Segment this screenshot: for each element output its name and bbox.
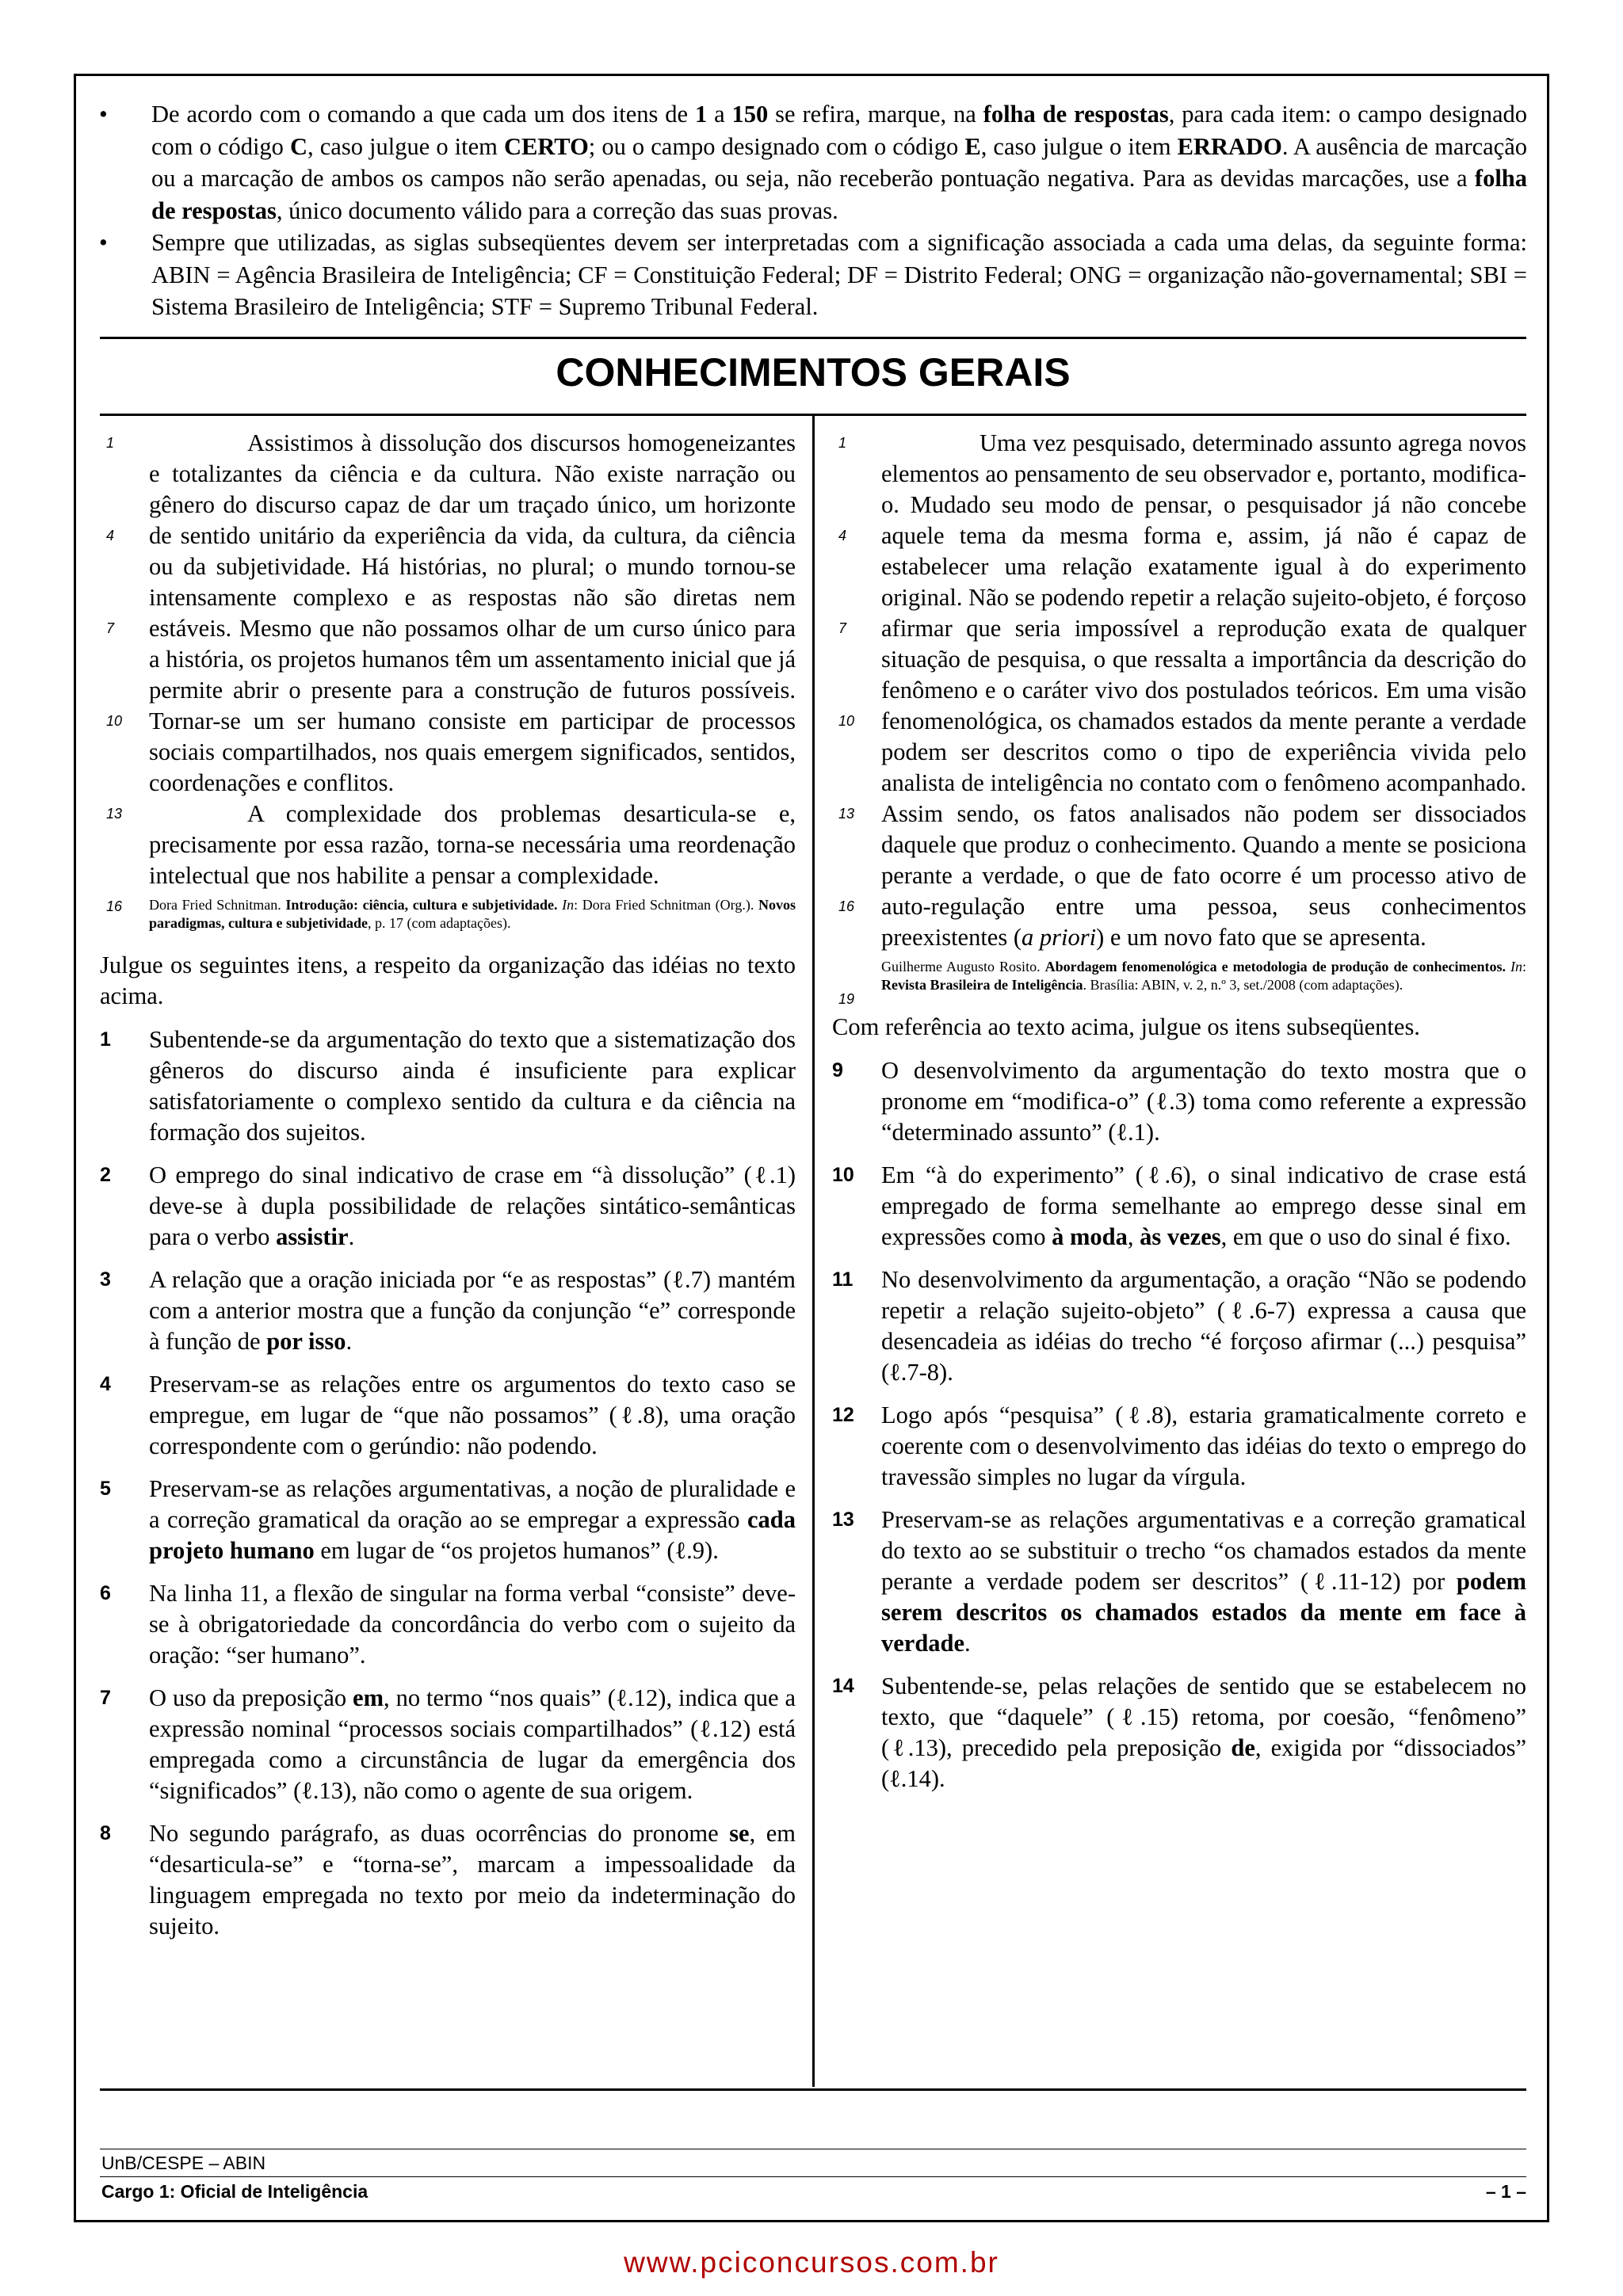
question-item: 5 Preservam-se as relações argumentativas, a noção de pluralidade e a correção gramatical da oração ao se empregar a expressão cada projeto humano em lugar de “os projetos humanos” (ℓ.9). xyxy=(100,1475,796,1564)
line-number: 16 xyxy=(106,898,123,914)
left-column xyxy=(100,428,796,1954)
text-1-paragraph-1: Assistimos à dissolução dos discursos homogeneizantes e totalizantes da ciência e da cultura. Não existe narração ou gênero do discurso capaz de dar um traçado único, um horizonte de sentido unitário da experiência da vida, da cultura, da ciência ou da subjetividade. Há histórias, no plural; o mundo tornou-se intensamente complexo e as respostas não são diretas nem estáveis. Mesmo que não possamos olhar de um curso único para a história, os projetos humanos têm um assentamento inicial que já permite abrir o presente para a construção de futuros possíveis. Tornar-se um ser humano consiste em participar de processos sociais compartilhados, nos quais emergem significados, sentidos, coordenações e conflitos. xyxy=(149,429,796,796)
question-item: 8 No segundo parágrafo, as duas ocorrências do pronome se, em “desarticula-se” e “torna-se”, marcam a impessoalidade da linguagem empregada no texto por meio da indeterminação do sujeito. xyxy=(100,1820,796,1939)
text-1-source: Dora Fried Schnitman. Introdução: ciência, cultura e subjetividade. In: Dora Fried Schnitman (Org.). Novos paradigmas, cultura e subjetividade, p. 17 (com adaptações). xyxy=(149,897,796,931)
text-2-source: Guilherme Augusto Rosito. Abordagem fenomenológica e metodologia de produção de conhecimentos. In: Revista Brasileira de Inteligência. Brasília: ABIN, v. 2, n.º 3, set./2008 (com adaptações). xyxy=(881,959,1527,993)
line-number: 13 xyxy=(838,806,855,822)
line-number: 1 xyxy=(106,435,115,451)
question-item: 12 Logo após “pesquisa” (ℓ.8), estaria gramaticalmente correto e coerente com o desenvolvimento das idéias do texto o emprego do travessão simples no lugar da vírgula. xyxy=(832,1402,1526,1490)
website-link[interactable]: www.pciconcursos.com.br xyxy=(624,2246,999,2279)
line-number: 7 xyxy=(106,620,115,636)
question-item: 13 Preservam-se as relações argumentativas e a correção gramatical do texto ao se substituir o trecho “os chamados estados da mente perante a verdade podem ser descritos” (ℓ.11-12) por podem serem descritos os chamados estados da mente em face à verdade. xyxy=(832,1506,1526,1657)
question-item: 9 O desenvolvimento da argumentação do texto mostra que o pronome em “modifica-o” (ℓ.3) toma como referente a expressão “determinado assunto” (ℓ.1). xyxy=(832,1057,1526,1146)
line-number: 7 xyxy=(838,620,847,636)
question-item: 3 A relação que a oração iniciada por “e as respostas” (ℓ.7) mantém com a anterior mostra que a função da conjunção “e” corresponde à função de por isso. xyxy=(100,1266,796,1355)
text-1-prompt: Julgue os seguintes itens, a respeito da organização das idéias no texto acima. xyxy=(100,952,796,1009)
question-item: 1 Subentende-se da argumentação do texto que a sistematização dos gêneros do discurso ainda é insuficiente para explicar satisfatoriamente o complexo sentido da cultura e da ciência na formação dos sujeitos. xyxy=(100,1026,796,1146)
right-column xyxy=(832,428,1526,1806)
line-number: 4 xyxy=(106,528,115,543)
column-divider xyxy=(812,415,815,2087)
question-item: 10 Em “à do experimento” (ℓ.6), o sinal indicativo de crase está empregado de forma semelhante ao emprego desse sinal em expressões como à moda, às vezes, em que o uso do sinal é fixo. xyxy=(832,1161,1526,1250)
question-item: 14 Subentende-se, pelas relações de sentido que se estabelecem no texto, que “daquele” (ℓ.15) retoma, por coesão, “fenômeno” (ℓ.13), precedido pela preposição de, exigida por “dissociados” (ℓ.14). xyxy=(832,1672,1527,1792)
footer-divider xyxy=(100,2176,1526,2177)
line-number: 10 xyxy=(106,713,123,729)
question-item: 2 O emprego do sinal indicativo de crase em “à dissolução” (ℓ.1) deve-se à dupla possibilidade de relações sintático-semânticas para o verbo assistir. xyxy=(100,1161,796,1250)
question-item: 6 Na linha 11, a flexão de singular na forma verbal “consiste” deve-se à obrigatoriedade da concordância do verbo com o sujeito da oração: “ser humano”. xyxy=(100,1580,796,1669)
line-number: 10 xyxy=(838,713,855,729)
footer-cargo: Cargo 1: Oficial de Inteligência xyxy=(101,2181,369,2202)
instruction-item-1: • De acordo com o comando a que cada um dos itens de 1 a 150 se refira, marque, na folha de respostas, para cada item: o campo designado com o código C, caso julgue o item CERTO; ou o campo designado com o código E, caso julgue o item ERRADO. A ausência de marcação ou a marcação de ambos os campos não serão apenadas, ou seja, não receberão pontuação negativa. Para as devidas marcações, use a folha de respostas, único documento válido para a correção das suas provas. xyxy=(91,98,1527,227)
footer-org: UnB/CESPE – ABIN xyxy=(101,2153,266,2173)
question-item: 11 No desenvolvimento da argumentação, a oração “Não se podendo repetir a relação sujeito-objeto” (ℓ.6-7) expressa a causa que desencadeia as idéias do trecho “é forçoso afirmar (...) pesquisa” (ℓ.7-8). xyxy=(832,1266,1526,1386)
line-number: 16 xyxy=(838,898,855,914)
text-2-paragraph: Uma vez pesquisado, determinado assunto agrega novos elementos ao pensamento de seu observador e, portanto, modifica-o. Mudado seu modo de pensar, o pesquisador já não concebe aquele tema da mesma forma e, assim, já não é capaz de estabelecer uma relação exatamente igual à do experimento original. Não se podendo repetir a relação sujeito-objeto, é forçoso afirmar que seria impossível a reprodução exata de qualquer situação de pesquisa, o que ressalta a importância da descrição do fenômeno e o caráter vivo dos postulados teóricos. Em uma visão fenomenológica, os chamados estados da mente perante a verdade podem ser descritos como o tipo de experiência vivida pelo analista de inteligência no contato com o fenômeno acompanhado. Assim sendo, os fatos analisados não podem ser dissociados daquele que produz o conhecimento. Quando a mente se posiciona perante a verdade, o que de fato ocorre é um processo ativo de auto-regulação entre uma pessoa, seus conhecimentos preexistentes (a priori) e um novo fato que se apresenta. xyxy=(881,429,1526,951)
line-number: 19 xyxy=(838,991,855,1007)
instructions xyxy=(91,98,1527,323)
instructions-divider xyxy=(100,337,1526,339)
line-number: 1 xyxy=(838,435,847,451)
section-title: CONHECIMENTOS GERAIS xyxy=(556,350,1071,395)
line-number: 4 xyxy=(838,528,847,543)
page-number: – 1 – xyxy=(1485,2181,1526,2202)
question-item: 4 Preservam-se as relações entre os argumentos do texto caso se empregue, em lugar de “que não possamos” (ℓ.8), uma oração correspondente com o gerúndio: não podendo. xyxy=(100,1371,796,1459)
text-2-prompt: Com referência ao texto acima, julgue os itens subseqüentes. xyxy=(832,1013,1420,1040)
content-bottom-divider xyxy=(100,2088,1526,2091)
text-1-paragraph-2: A complexidade dos problemas desarticula-se e, precisamente por essa razão, torna-se necessária uma reordenação intelectual que nos habilite a pensar a complexidade. xyxy=(149,800,796,889)
instruction-item-2: • Sempre que utilizadas, as siglas subseqüentes devem ser interpretadas com a significação associada a cada uma delas, da seguinte forma: ABIN = Agência Brasileira de Inteligência; CF = Constituição Federal; DF = Distrito Federal; ONG = organização não-governamental; SBI = Sistema Brasileiro de Inteligência; STF = Supremo Tribunal Federal. xyxy=(91,227,1527,323)
question-item: 7 O uso da preposição em, no termo “nos quais” (ℓ.12), indica que a expressão nominal “processos sociais compartilhados” (ℓ.12) está empregada como a circunstância de lugar da emergência dos “significados” (ℓ.13), não como o agente de sua origem. xyxy=(100,1684,796,1804)
line-number: 13 xyxy=(106,806,123,822)
